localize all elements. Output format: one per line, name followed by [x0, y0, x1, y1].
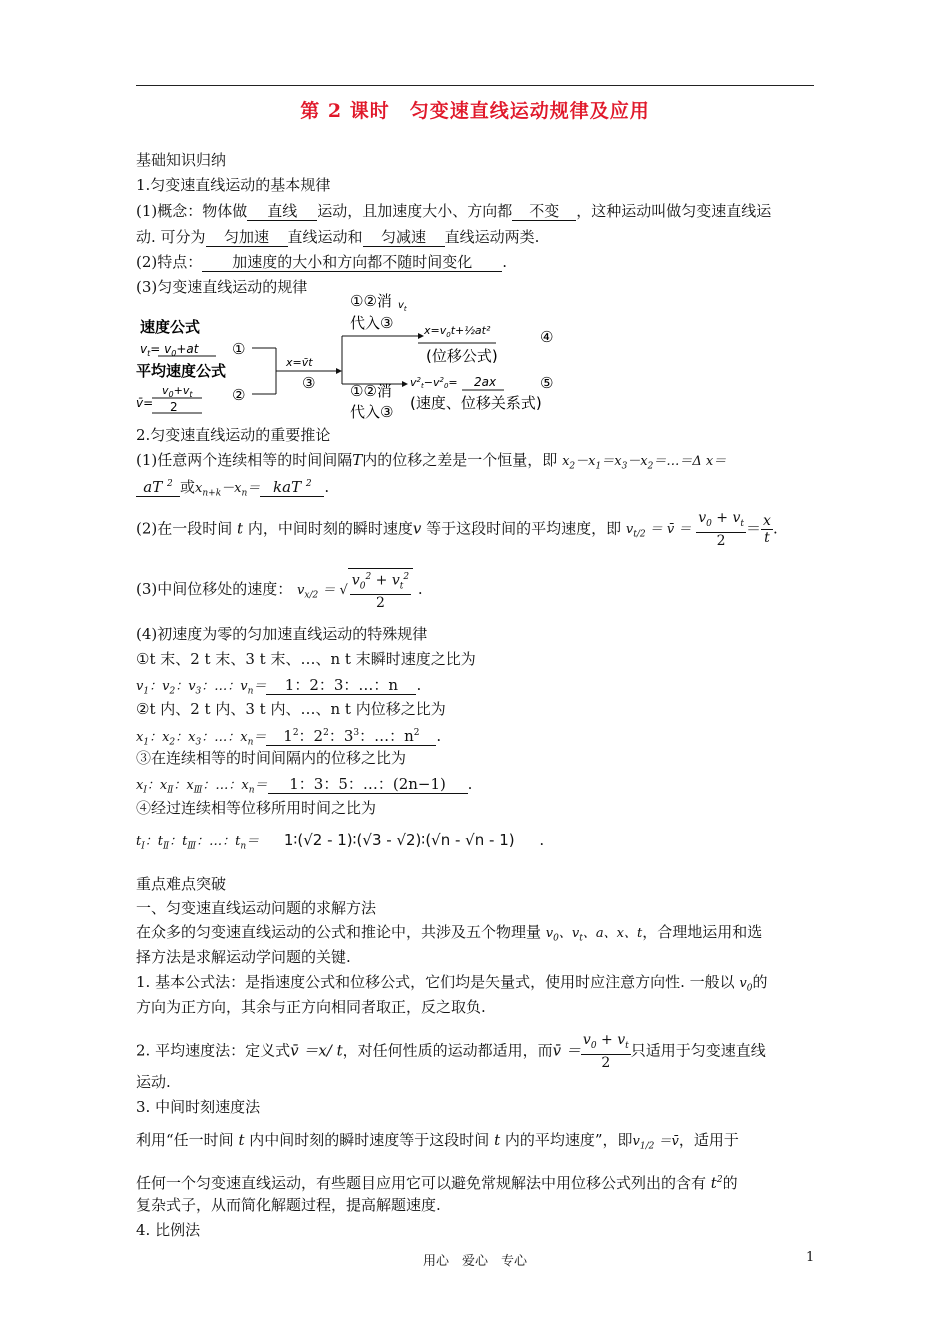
- svg-text:(位移公式): (位移公式): [426, 347, 498, 365]
- svg-text:③: ③: [302, 374, 316, 392]
- svg-text:②: ②: [232, 386, 246, 404]
- para-1-line-1: 在众多的匀变速直线运动的公式和推论中，共涉及五个物理量 $v_0$、$v_t$、a、x、t，合理地运用和选: [136, 923, 763, 944]
- corollary-1-line: (1)任意两个连续相等的时间间隔T内的位移之差是一个恒量，即 $x_2-x_1=x_3-x_2=\dots=\Delta$ x＝: [136, 451, 727, 472]
- svg-text:⑤: ⑤: [540, 374, 554, 392]
- svg-text:2ax: 2ax: [474, 375, 497, 389]
- corollary-3-line: (3)中间位移处的速度： $v_{x/2}$ ＝ √ $\frac{v_0^2 + v_t^2}{2}$ .: [136, 568, 423, 611]
- subheading-ratio: 4. 比例法: [136, 1221, 201, 1239]
- rule-4: ④经过连续相等位移所用时间之比为: [136, 799, 377, 817]
- svg-text:④: ④: [540, 328, 554, 346]
- svg-text:x=v̄t: x=v̄t: [286, 356, 313, 369]
- rule-4-value: $t_Ⅰ$：$t_Ⅱ$：$t_Ⅲ$：…：$t_n=$ 1∶(√2 - 1)∶(√3 - √2)∶(√n - √n - 1) .: [136, 831, 545, 852]
- speed-formula-label: 速度公式: [140, 318, 201, 336]
- svg-text:v0+vt: $v_0+v_t$: [162, 384, 193, 399]
- para-2-line-1: 1. 基本公式法：是指速度公式和位移公式，它们均是矢量式，使用时应注意方向性. 一般以 $v_0$的: [136, 973, 768, 994]
- svg-text:代入③: 代入③: [350, 314, 394, 332]
- svg-text:2: 2: [170, 400, 178, 414]
- rule-3-value: $x_Ⅰ$：$x_Ⅱ$：$x_Ⅲ$：…：$x_n= 1$：3：5：…：(2n−1) .: [136, 775, 473, 796]
- rule-2-value: $x_1$：$x_2$：$x_3$：…：$x_n= 1^2$：$2^2$：$3^3$：…：$n^2$ .: [136, 724, 441, 753]
- svg-text:v̄=: v̄=: [136, 396, 154, 410]
- svg-text:v2t−v20=: $v^2_t-v^2_0=$: [410, 376, 458, 390]
- subheading-corollary: 2.匀变速直线运动的重要推论: [136, 426, 331, 444]
- page-footer: 用心 爱心 专心: [422, 1254, 527, 1269]
- subheading-mid-time: 3. 中间时刻速度法: [136, 1098, 261, 1116]
- law-heading: (3)匀变速直线运动的规律: [136, 278, 308, 296]
- para-4-line-3: 复杂式子，从而简化解题过程，提高解题速度.: [136, 1196, 441, 1214]
- rule-2: ②t 内、2 t 内、3 t 内、…、n t 内位移之比为: [136, 700, 446, 718]
- section-heading-basic: 基础知识归纳: [136, 151, 227, 169]
- svg-text:x=v0t+½at²: $x=v_0t+\frac{1}{2}at^2$: [424, 324, 491, 339]
- para-4-line-1: 利用“任一时间 t 内中间时刻的瞬时速度等于这段时间 t 内的平均速度”，即$v_{1/2}$ ＝v̄，适用于: [136, 1131, 739, 1152]
- para-3-line-1: 2. 平均速度法：定义式v̄ ＝x/ t，对任何性质的运动都适用，而v̄ ＝ $\frac{v_0 + v_t}{2}$ 只适用于匀变速直线: [136, 1032, 766, 1071]
- para-4-line-2: 任何一个匀变速直线运动，有些题目应用它可以避免常规解法中用位移公式列出的含有 $t^2$的: [136, 1174, 738, 1192]
- formula-flow-diagram: [136, 290, 576, 420]
- rule-3: ③在连续相等的时间间隔内的位移之比为: [136, 749, 407, 767]
- feature-line: (2)特点： 加速度的大小和方向都不随时间变化 .: [136, 253, 508, 271]
- svg-text:①②消: ①②消: [350, 292, 392, 310]
- subheading-basic-law: 1.匀变速直线运动的基本规律: [136, 176, 331, 194]
- corollary-1-line-2: aT $^2$ 或$x_{n+k}-x_n=$ kaT $^2$ .: [136, 475, 329, 504]
- svg-text:vt: $v_t$: [398, 300, 407, 313]
- svg-text:①②消: ①②消: [350, 382, 392, 400]
- page-number: 1: [806, 1250, 815, 1265]
- para-3-line-2: 运动.: [136, 1073, 171, 1091]
- para-2-line-2: 方向为正方向，其余与正方向相同者取正，反之取负.: [136, 998, 486, 1016]
- section-heading-key: 重点难点突破: [136, 875, 227, 893]
- avg-speed-label: 平均速度公式: [136, 362, 227, 380]
- subheading-methods: 一、匀变速直线运动问题的求解方法: [136, 899, 377, 917]
- svg-text:①: ①: [232, 340, 246, 358]
- corollary-4-heading: (4)初速度为零的匀加速直线运动的特殊规律: [136, 625, 428, 643]
- corollary-2-line: (2)在一段时间 t 内，中间时刻的瞬时速度v 等于这段时间的平均速度，即 $v_{t/2}$ ＝ v̄ ＝ $\frac{v_0 + v_t}{2}$ ＝ $\frac{x}{t}$ .: [136, 510, 778, 549]
- page-title: 第 2 课时 匀变速直线运动规律及应用: [300, 100, 650, 122]
- concept-line-1: (1)概念：物体做 直线 运动，且加速度大小、方向都 不变 ，这种运动叫做匀变速直线运: [136, 202, 772, 220]
- svg-text:代入③: 代入③: [350, 403, 394, 420]
- svg-text:vt= v0+at: $v_t= v_0+at$: [140, 342, 199, 358]
- concept-line-2: 动. 可分为 匀加速 直线运动和 匀减速 直线运动两类.: [136, 228, 540, 246]
- svg-text:(速度、位移关系式): (速度、位移关系式): [410, 394, 542, 412]
- para-1-line-2: 择方法是求解运动学问题的关键.: [136, 948, 351, 966]
- header-rule: [136, 85, 814, 86]
- rule-1: ①t 末、2 t 末、3 t 末、…、n t 末瞬时速度之比为: [136, 650, 476, 668]
- rule-1-value: $v_1$：$v_2$：$v_3$：…：$v_n= 1$：2：3：…：n .: [136, 676, 422, 697]
